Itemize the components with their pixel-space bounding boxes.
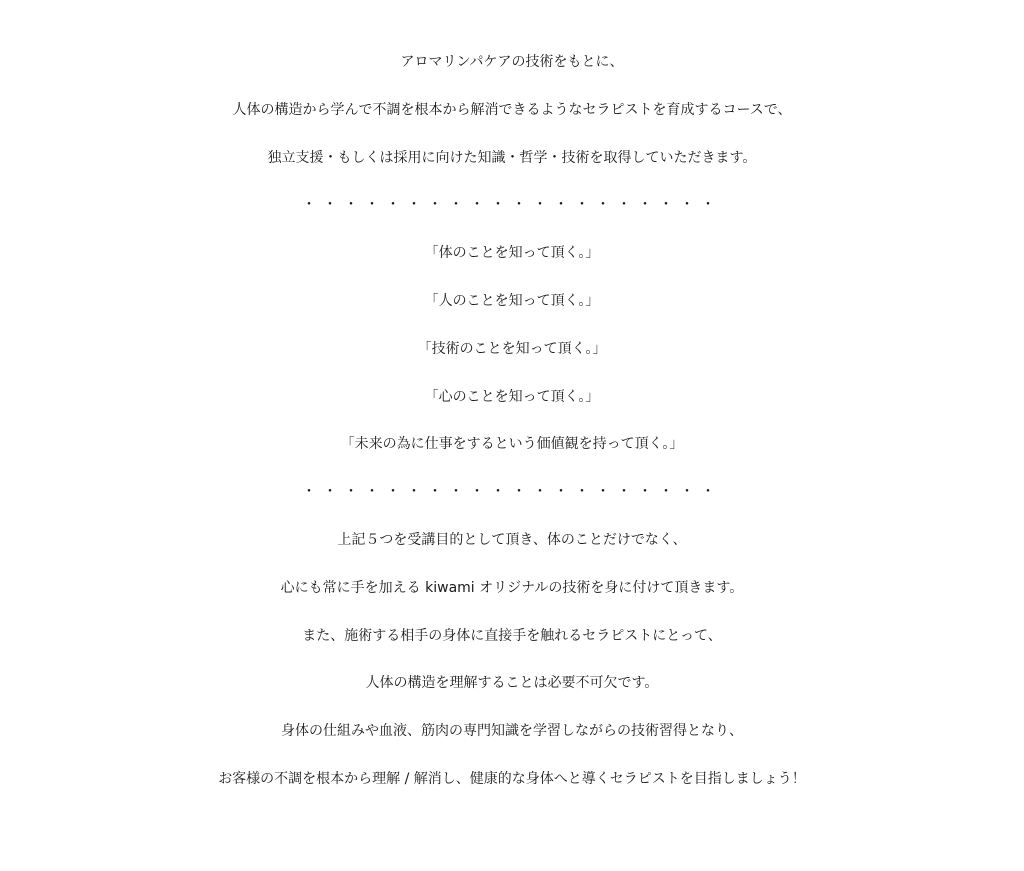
goal-future-values: 「未来の為に仕事をするという価値観を持って頂く。」: [340, 436, 684, 453]
goal-people: 「人のことを知って頂く。」: [424, 292, 600, 309]
dotted-divider: ・・・・・・・・・・・・・・・・・・・・: [302, 484, 722, 501]
goal-body: 「体のことを知って頂く。」: [424, 245, 600, 262]
summary-line-3: また、施術する相手の身体に直接手を触れるセラピストにとって、: [302, 627, 722, 644]
summary-line-1: 上記５つを受講目的として頂き、体のことだけでなく、: [337, 531, 687, 548]
summary-line-2: 心にも常に手を加える kiwami オリジナルの技術を身に付けて頂きます。: [280, 579, 744, 596]
intro-line-3: 独立支援・もしくは採用に向けた知識・哲学・技術を取得していただきます。: [267, 149, 757, 166]
dotted-divider: ・・・・・・・・・・・・・・・・・・・・: [302, 197, 722, 214]
summary-line-6: お客様の不調を根本から理解 / 解消し、健康的な身体へと導くセラピストを目指しましょう！: [218, 770, 806, 787]
intro-line-1: アロマリンパケアの技術をもとに、: [400, 54, 624, 70]
course-description: [0, 48, 1024, 813]
summary-line-5: 身体の仕組みや血液、筋肉の専門知識を学習しながらの技術習得となり、: [281, 723, 743, 740]
goal-technique: 「技術のことを知って頂く。」: [417, 340, 607, 357]
goal-mind: 「心のことを知って頂く。」: [424, 388, 600, 405]
summary-line-4: 人体の構造を理解することは必要不可欠です。: [365, 675, 659, 692]
intro-line-2: 人体の構造から学んで不調を根本から解消できるようなセラピストを育成するコースで、: [232, 101, 792, 118]
